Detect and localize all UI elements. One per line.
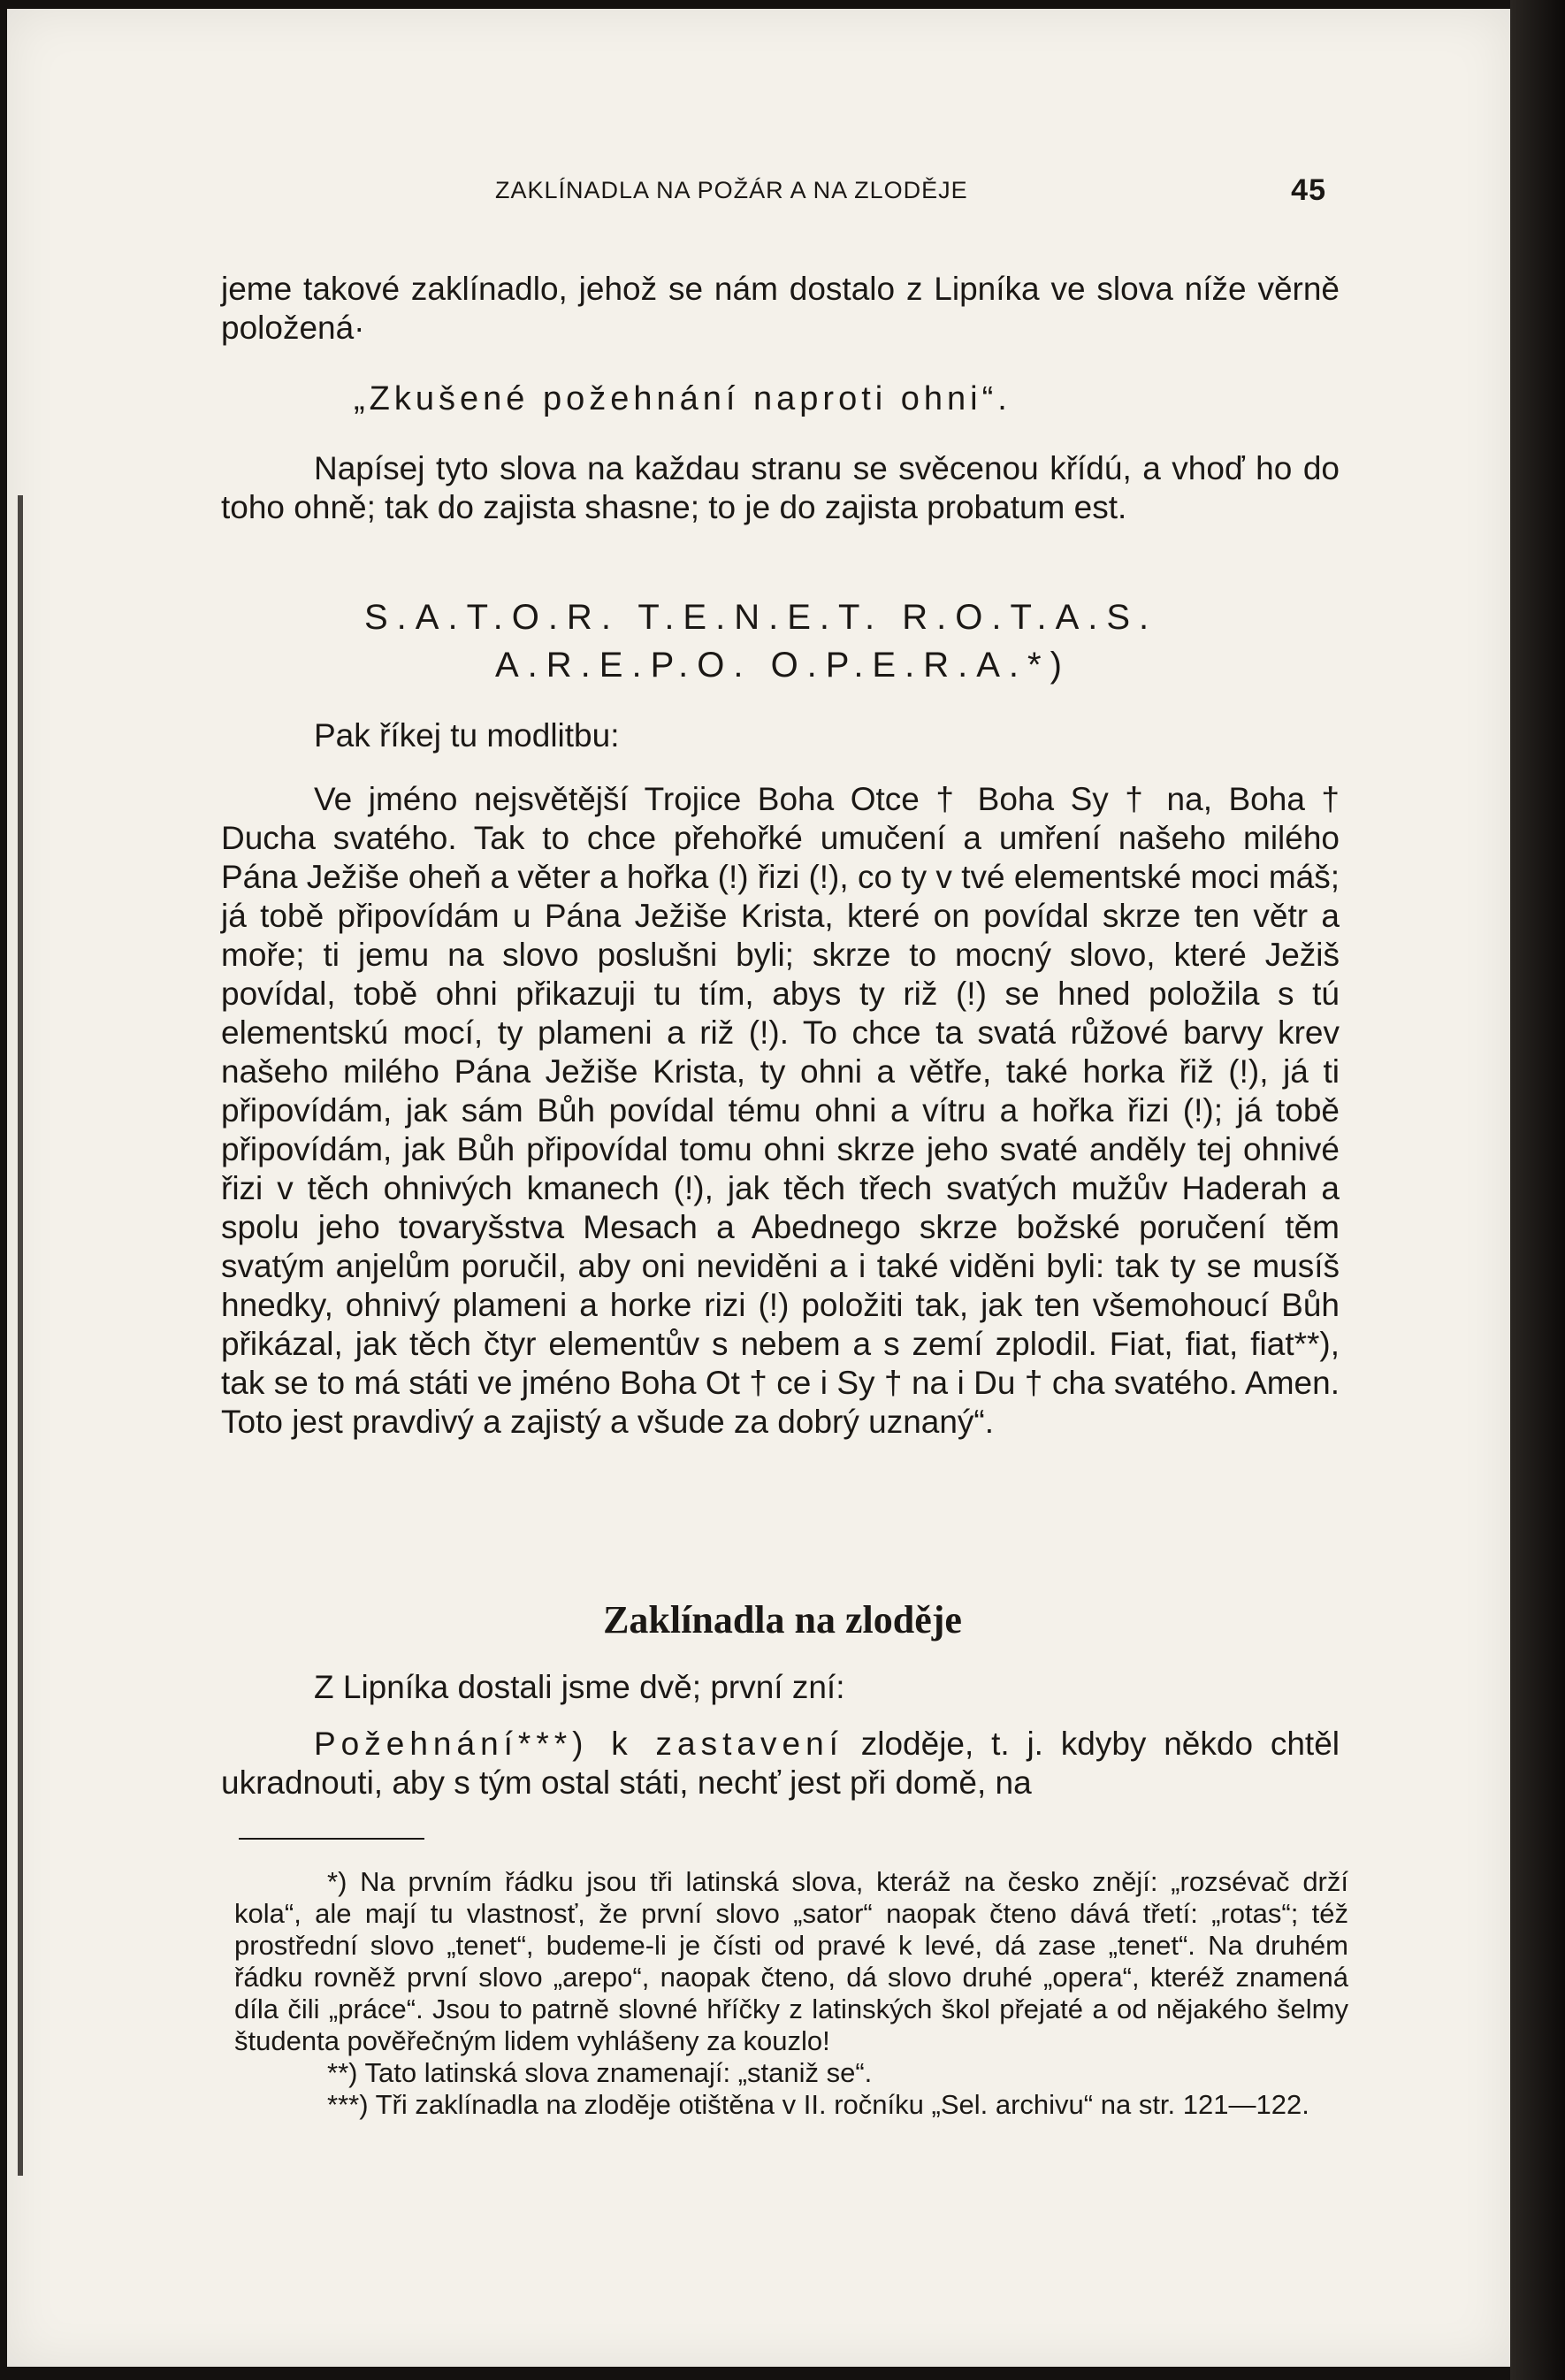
page-edge bbox=[1510, 0, 1565, 2380]
sator-line-2: A.R.E.P.O. O.P.E.R.A.*) bbox=[495, 646, 1071, 685]
paragraph-instructions bbox=[221, 449, 1340, 527]
page-number: 45 bbox=[1291, 173, 1326, 207]
footnotes bbox=[234, 1866, 1348, 2121]
blessing-title: „Zkušené požehnání naproti ohni“. bbox=[354, 380, 1012, 417]
header-title: ZAKLÍNADLA NA POŽÁR A NA ZLODĚJE bbox=[495, 177, 968, 203]
footnote-divider bbox=[239, 1838, 424, 1840]
paragraph-thief-blessing bbox=[221, 1725, 1340, 1802]
paragraph-thief-intro bbox=[221, 1668, 1340, 1707]
thief-blessing-text bbox=[221, 1725, 1340, 1802]
thief-blessing-rest: zloděje, t. j. kdyby někdo chtěl ukradnouti, aby s tým ostal státi, nechť jest při domě, na bbox=[221, 1726, 1340, 1801]
paragraph-prayer-intro bbox=[221, 716, 1340, 755]
paragraph-intro bbox=[221, 270, 1340, 348]
section-heading: Zaklínadla na zloděje bbox=[603, 1598, 962, 1642]
intro-text: jeme takové zaklínadlo, jehož se nám dostalo z Lipníka ve slova níže věrně položená· bbox=[221, 271, 1340, 346]
prayer-text: Ve jméno nejsvětější Trojice Boha Otce † Boha Sy † na, Boha † Ducha svatého. Tak to chce přehořké umučení a umření našeho milého Pána Ježiše oheň a věter a hořka (!) řizi (!), co ty v tvé elementské moci máš; já tobě připovídám u Pána Ježiše Krista, které on povídal skrze ten větr a moře; ti jemu na slovo poslušni byli; skrze to mocný slovo, které Ježiš povídal, tobě ohni přikazuji tu tím, abys ty riž (!) se hned položila s tú elementskú mocí, ty plameni a riž (!). To chce ta svatá růžové barvy krev našeho milého Pána Ježiše Krista, ty ohni a větře, také horka řiž (!), já ti připovídám, jak sám Bůh povídal tému ohni a vítru a hořka řizi (!); já tobě připovídám, jak Bůh připovídal tomu ohni skrze jeho svaté anděly tej ohnivé řizi v těch ohnivých kmanech (!), jak těch třech svatých mužův Haderah a spolu jeho tovaryšstva Mesach a Abednego skrze božské poručení těm svatým anjelům poručil, aby oni neviděni a i také viděni byli: tak ty se musíš hnedky, ohnivý plameni a horke rizi (!) položiti tak, jak ten všemohoucí Bůh přikázal, jak těch čtyr elementův s nebem a s zemí zplodil. Fiat, fiat, fiat**), tak se to má státi ve jméno Boha Ot † ce i Sy † na i Du † cha svatého. Amen. Toto jest pravdivý a zajistý a všude za dobrý uznaný“. bbox=[221, 781, 1340, 1440]
sator-line-1: S.A.T.O.R. T.E.N.E.T. R.O.T.A.S. bbox=[364, 598, 1158, 637]
footnote-1: *) Na prvním řádku jsou tři latinská slova, kteráž na česko znějí: „rozsévač drží kola“, ale mají tu vlastnosť, že první slovo „sator“ naopak čteno dává třetí: „rotas“; též prostřední slovo „tenet“, budeme-li je čísti od pravé k levé, dá zase „tenet“. Na druhém řádku rovněž první slovo „arepo“, naopak čteno, dá slovo druhé „opera“, kteréž znamená díla čili „práce“. Jsou to patrně slovné hříčky z latinských škol přejaté a od nějakého šelmy študenta pověřečným lidem vyhlášeny za kouzlo! bbox=[234, 1866, 1348, 2056]
paragraph-prayer bbox=[221, 780, 1340, 1442]
thief-intro-text: Z Lipníka dostali jsme dvě; první zní: bbox=[314, 1669, 845, 1705]
footnote-3: ***) Tři zaklínadla na zloděje otištěna v II. ročníku „Sel. archivu“ na str. 121—122. bbox=[327, 2089, 1309, 2120]
thief-blessing-spaced: Požehnání***) k zastavení bbox=[314, 1726, 844, 1762]
instructions-text: Napísej tyto slova na každau stranu se svěcenou křídú, a vhoď ho do toho ohně; tak do zajista shasne; to je do zajista probatum est. bbox=[221, 450, 1340, 525]
binding-shadow bbox=[18, 495, 23, 2176]
footnote-2: **) Tato latinská slova znamenají: „staniž se“. bbox=[327, 2057, 873, 2088]
prayer-intro-text: Pak říkej tu modlitbu: bbox=[314, 717, 620, 754]
